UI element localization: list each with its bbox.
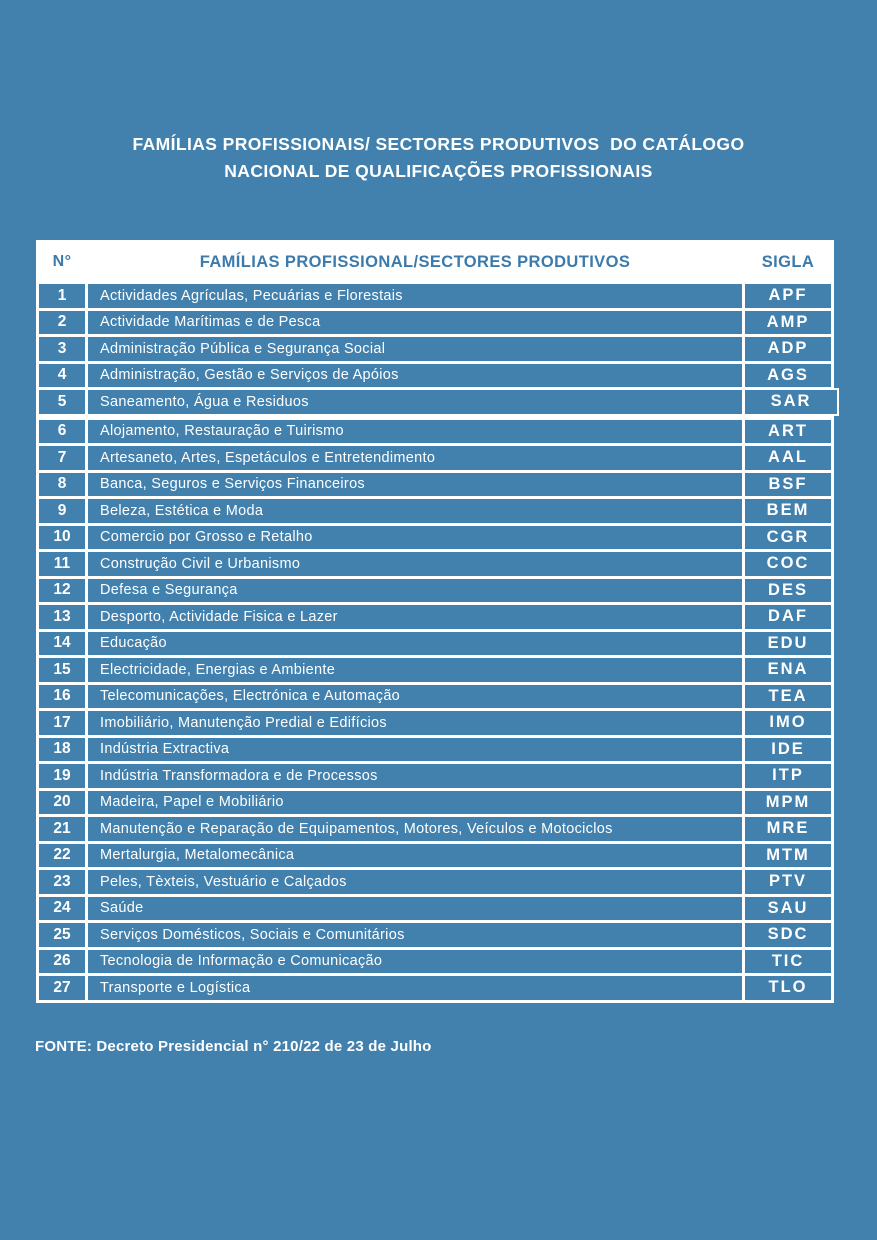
family-name-cell: Desporto, Actividade Fisica e Lazer	[88, 605, 742, 629]
table-row	[39, 897, 831, 921]
table-row	[39, 817, 831, 841]
sigla-cell: DES	[745, 579, 831, 603]
family-name-cell: Imobiliário, Manutenção Predial e Edifícios	[88, 711, 742, 735]
table-row	[39, 311, 831, 335]
row-number-cell: 26	[39, 950, 85, 974]
family-name-cell: Saúde	[88, 897, 742, 921]
sigla-cell: PTV	[745, 870, 831, 894]
sigla-cell: IMO	[745, 711, 831, 735]
family-name-cell: Electricidade, Energias e Ambiente	[88, 658, 742, 682]
table-row	[39, 337, 831, 361]
sigla-cell: BEM	[745, 499, 831, 523]
row-number-cell: 27	[39, 976, 85, 1000]
sigla-cell: BSF	[745, 473, 831, 497]
family-name-cell: Manutenção e Reparação de Equipamentos, Motores, Veículos e Motociclos	[88, 817, 742, 841]
row-number-cell: 7	[39, 446, 85, 470]
sigla-cell: TEA	[745, 685, 831, 709]
table-row	[39, 420, 831, 444]
sigla-cell: AGS	[745, 364, 831, 388]
row-number-cell: 6	[39, 420, 85, 444]
family-name-cell: Alojamento, Restauração e Tuirismo	[88, 420, 742, 444]
table-header-row	[39, 243, 831, 281]
family-name-cell: Banca, Seguros e Serviços Financeiros	[88, 473, 742, 497]
row-number-cell: 13	[39, 605, 85, 629]
sigla-cell: MRE	[745, 817, 831, 841]
row-number-cell: 20	[39, 791, 85, 815]
table-row	[39, 923, 831, 947]
column-header-number: N°	[52, 253, 72, 270]
sigla-cell: MTM	[745, 844, 831, 868]
row-number-cell: 21	[39, 817, 85, 841]
table-row	[39, 870, 831, 894]
row-number-cell: 19	[39, 764, 85, 788]
family-name-cell: Serviços Domésticos, Sociais e Comunitários	[88, 923, 742, 947]
family-name-cell: Defesa e Segurança	[88, 579, 742, 603]
table-row	[39, 390, 837, 414]
table-row	[39, 446, 831, 470]
row-number-cell: 4	[39, 364, 85, 388]
table-row	[39, 738, 831, 762]
row-number-cell: 1	[39, 284, 85, 308]
row-number-cell: 14	[39, 632, 85, 656]
table-row	[39, 658, 831, 682]
row-number-cell: 22	[39, 844, 85, 868]
table-row	[39, 579, 831, 603]
table-row	[39, 284, 831, 308]
table-row	[39, 764, 831, 788]
sigla-cell: SAR	[745, 390, 837, 414]
sigla-cell: ART	[745, 420, 831, 444]
sigla-cell: EDU	[745, 632, 831, 656]
row-number-cell: 18	[39, 738, 85, 762]
row-number-cell: 10	[39, 526, 85, 550]
source-note: FONTE: Decreto Presidencial n° 210/22 de 23 de Julho	[35, 1038, 432, 1055]
row-number-cell: 16	[39, 685, 85, 709]
family-name-cell: Educação	[88, 632, 742, 656]
row-number-cell: 3	[39, 337, 85, 361]
sigla-cell: CGR	[745, 526, 831, 550]
sigla-cell: DAF	[745, 605, 831, 629]
row-number-cell: 9	[39, 499, 85, 523]
sigla-cell: COC	[745, 552, 831, 576]
table-row	[39, 950, 831, 974]
row-number-cell: 25	[39, 923, 85, 947]
page-title	[0, 131, 877, 185]
page-title-line-2: NACIONAL DE QUALIFICAÇÕES PROFISSIONAIS	[224, 161, 653, 181]
row-number-cell: 24	[39, 897, 85, 921]
family-name-cell: Artesaneto, Artes, Espetáculos e Entretendimento	[88, 446, 742, 470]
table-row	[39, 685, 831, 709]
row-number-cell: 11	[39, 552, 85, 576]
family-name-cell: Administração, Gestão e Serviços de Apóios	[88, 364, 742, 388]
family-name-cell: Beleza, Estética e Moda	[88, 499, 742, 523]
row-number-cell: 2	[39, 311, 85, 335]
family-name-cell: Administração Pública e Segurança Social	[88, 337, 742, 361]
family-name-cell: Madeira, Papel e Mobiliário	[88, 791, 742, 815]
sigla-cell: ITP	[745, 764, 831, 788]
sigla-cell: APF	[745, 284, 831, 308]
table-row	[39, 632, 831, 656]
column-header-family: FAMÍLIAS PROFISSIONAL/SECTORES PRODUTIVOS	[199, 252, 631, 271]
family-name-cell: Indústria Transformadora e de Processos	[88, 764, 742, 788]
table-row	[39, 364, 831, 388]
sigla-cell: AAL	[745, 446, 831, 470]
family-name-cell: Peles, Tèxteis, Vestuário e Calçados	[88, 870, 742, 894]
row-number-cell: 5	[39, 390, 85, 414]
page-title-line-1: FAMÍLIAS PROFISSIONAIS/ SECTORES PRODUTIVOS DO CATÁLOGO	[132, 134, 745, 154]
family-name-cell: Indústria Extractiva	[88, 738, 742, 762]
table-row	[39, 552, 831, 576]
sigla-cell: TIC	[745, 950, 831, 974]
family-name-cell: Transporte e Logística	[88, 976, 742, 1000]
family-name-cell: Actividades Agrículas, Pecuárias e Florestais	[88, 284, 742, 308]
sigla-cell: MPM	[745, 791, 831, 815]
sigla-cell: ENA	[745, 658, 831, 682]
family-name-cell: Saneamento, Água e Residuos	[88, 390, 742, 414]
family-name-cell: Comercio por Grosso e Retalho	[88, 526, 742, 550]
table-row	[39, 473, 831, 497]
table-row	[39, 526, 831, 550]
family-name-cell: Mertalurgia, Metalomecânica	[88, 844, 742, 868]
table-row	[39, 711, 831, 735]
table-row	[39, 605, 831, 629]
column-header-sigla: SIGLA	[761, 252, 815, 271]
families-table	[36, 240, 834, 1003]
family-name-cell: Construção Civil e Urbanismo	[88, 552, 742, 576]
table-row	[39, 844, 831, 868]
row-number-cell: 15	[39, 658, 85, 682]
row-number-cell: 23	[39, 870, 85, 894]
row-number-cell: 8	[39, 473, 85, 497]
table-row	[39, 976, 831, 1000]
sigla-cell: AMP	[745, 311, 831, 335]
family-name-cell: Tecnologia de Informação e Comunicação	[88, 950, 742, 974]
family-name-cell: Telecomunicações, Electrónica e Automação	[88, 685, 742, 709]
family-name-cell: Actividade Marítimas e de Pesca	[88, 311, 742, 335]
sigla-cell: SAU	[745, 897, 831, 921]
table-row	[39, 499, 831, 523]
sigla-cell: SDC	[745, 923, 831, 947]
row-number-cell: 17	[39, 711, 85, 735]
table-row	[39, 791, 831, 815]
table-body	[39, 284, 831, 1000]
row-number-cell: 12	[39, 579, 85, 603]
sigla-cell: ADP	[745, 337, 831, 361]
sigla-cell: IDE	[745, 738, 831, 762]
sigla-cell: TLO	[745, 976, 831, 1000]
